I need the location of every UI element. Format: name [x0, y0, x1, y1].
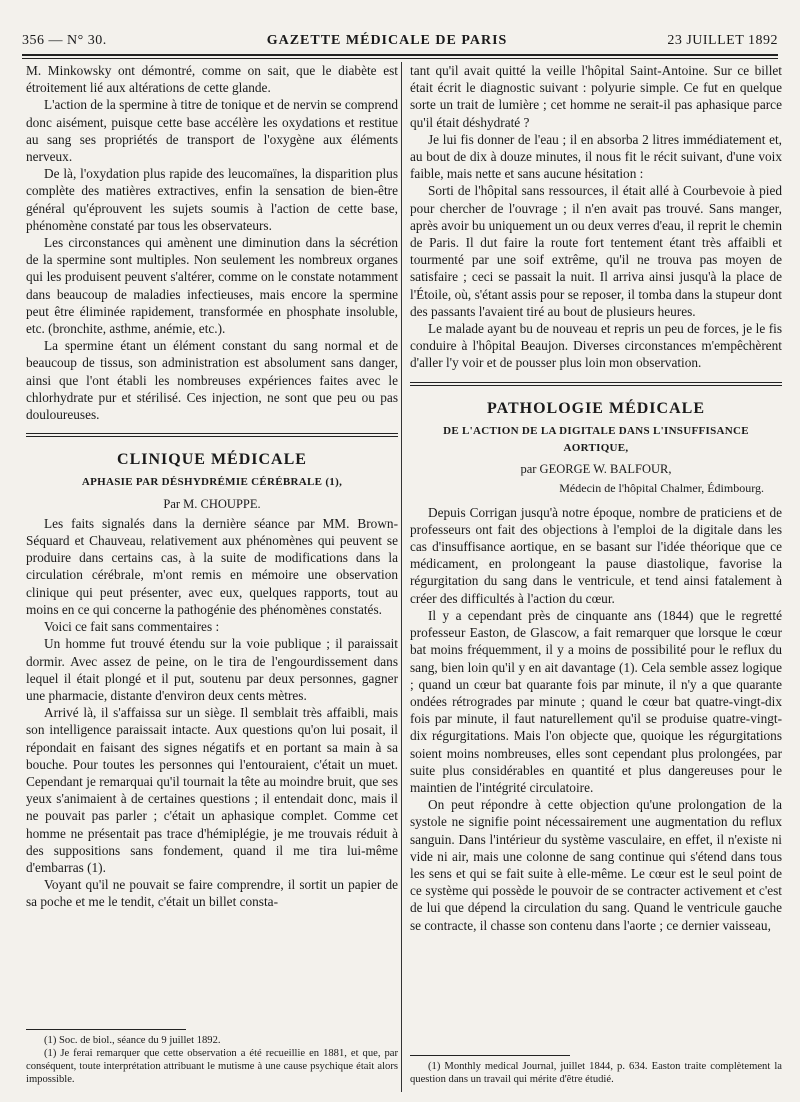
article-title: DE L'ACTION DE LA DIGITALE DANS L'INSUFFISANCE AORTIQUE,	[443, 424, 749, 455]
paragraph: Voyant qu'il ne pouvait se faire comprendre, il sortit un papier de sa poche et me le tendit, c'était un billet consta-	[26, 877, 398, 910]
footnotes	[410, 1047, 782, 1086]
issue-date: 23 JUILLET 1892	[667, 33, 778, 48]
paragraph: Les circonstances qui amènent une diminution dans la sécrétion de la spermine sont multiples. Non seulement les nombreux organes qui les produisent peuvent s'altérer, comme on le constate notamment dans beaucoup de maladies infectieuses, mais encore la spermine peut être éliminée rapidement, transformée en phosphate insoluble, etc. (bronchite, asthme, anémie, etc.).	[26, 235, 398, 337]
paragraph: Le malade ayant bu de nouveau et repris un peu de forces, je le fis conduire à l'hôpital Beaujon. Diverses circonstances m'empêchèrent d'aller l'y voir et de pousser plus loin mon observation.	[410, 321, 782, 371]
footnote: (1) Soc. de biol., séance du 9 juillet 1892.	[44, 1035, 221, 1046]
paragraph: Il y a cependant près de cinquante ans (1844) que le regretté professeur Easton, de Glascow, a fait remarquer que lorsque le cœur bat moins fréquemment, il y a moins de possibilité pour le reflux du sang, bien loin qu'il y en ait davantage (1). Cela semble assez logique ; quand un cœur bat quarante fois par minute, il n'y a que quarante ondées rétrogrades par minute ; quand le cœur bat quatre-vingt-dix fois par minute, il faut naturellement qu'il se produise quatre-vingt-dix régurgitations. Mais l'on objecte que, quoique les régurgitations soient moins nombreuses, elles sont cependant plus prolongées, par suite plus considérables en quantité et plus dangereuses pour le maintien de l'intégrité circulatoire.	[410, 607, 782, 795]
paragraph: Sorti de l'hôpital sans ressources, il était allé à Courbevoie à pied pour chercher de l'ouvrage ; il n'en avait pas trouvé. Sans manger, après avoir bu uniquement un ou deux verres d'eau, il reprit le chemin de Paris. Il dut faire la route fort tentement étant très affaibli et tourmenté par une soif extrême, qu'il ne trouva pas moyen de satisfaire ; ceci se passait la nuit. Il arriva ainsi jusqu'à la place de l'Étoile, où, s'étant assis pour se reposer, il tomba dans la stupeur dont des passants l'avaient tiré au bout de plusieurs heures.	[410, 183, 782, 319]
page-header	[22, 30, 778, 52]
paragraph: Depuis Corrigan jusqu'à notre époque, nombre de praticiens et de professeurs ont fait des objections à l'emploi de la digitale dans les cas d'insuffisance aortique, en se basant sur l'idée théorique que ce médicament, en prolongeant la pause diastolique, favorise la régurgitation du sang dans le ventricule, et tend ainsi fatalement à créer des difficultés à l'action du cœur.	[410, 504, 782, 606]
paragraph: On peut répondre à cette objection qu'une prolongation de la systole ne signifie point nécessairement une augmentation du reflux sanguin. Dans l'intérieur du système vasculaire, en effet, il n'existe ni vide ni air, mais une colonne de sang continue qui s'étend dans tous les sens et qui se fait suite à elle-même. Le cœur est le seul point de ce système qui possède le pouvoir de se contracter activement et c'est de lui que dépend la circulation du sang. Quand le ventricule gauche se contracte, il chasse son contenu dans l'aorte ; ce dernier vaisseau,	[410, 797, 782, 933]
paragraph: Les faits signalés dans la dernière séance par MM. Brown-Séquard et Chauveau, relativement aux phénomènes qui peuvent se produire dans certains cas, à la suite de modifications dans la circulation cérébrale, m'ont remis en mémoire une observation clinique qui peut présenter, avec eux, quelques rapports, tout au moins en ce qui concerne la pathogénie des phénomènes constatés.	[26, 515, 398, 617]
left-column	[26, 62, 398, 1092]
paragraph: tant qu'il avait quitté la veille l'hôpital Saint-Antoine. Sur ce billet était écrit le diagnostic suivant : polyurie simple. Ce fut en quelque sorte un trait de lumière ; cet homme ne serait-il pas aphasique parce qu'il était déshydraté ?	[410, 63, 782, 130]
paragraph: Je lui fis donner de l'eau ; il en absorba 2 litres immédiatement et, au bout de dix à douze minutes, il nous fit le récit suivant, d'une voix faible, mais nette et sans aucune hésitation :	[410, 131, 782, 182]
header-rule	[22, 54, 778, 56]
paragraph: L'action de la spermine à titre de tonique et de nervin se comprend donc aisément, puisque cette base accélère les oxydations et restitue au sang ses propriétés de transport de l'oxygène aux éléments nerveux.	[26, 97, 398, 165]
paragraph: Voici ce fait sans commentaires :	[44, 619, 220, 635]
footnote: (1) Je ferai remarquer que cette observation a été recueillie en 1881, et que, par conséquent, toute interprétation attribuant le mutisme à une cause psychique était alors impossible.	[26, 1048, 398, 1085]
page-number: 356 — N° 30.	[22, 33, 107, 48]
paragraph: M. Minkowsky ont démontré, comme on sait, que le diabète est étroitement lié aux altérations de cette glande.	[26, 63, 398, 96]
section-rule	[26, 433, 398, 434]
footnote: (1) Monthly medical Journal, juillet 1844, p. 634. Easton traite complètement la question dans un travail qui mérite d'être étudié.	[410, 1061, 782, 1085]
article-title: APHASIE PAR DÉSHYDRÉMIE CÉRÉBRALE (1),	[81, 476, 343, 489]
footnote-rule	[26, 1029, 186, 1030]
footnotes	[26, 1021, 398, 1086]
section-title: PATHOLOGIE MÉDICALE	[487, 399, 705, 417]
section-rule	[26, 436, 398, 437]
paragraph: De là, l'oxydation plus rapide des leucomaïnes, la disparition plus complète des matières extractives, enfin la sensation de bien-être général qu'éprouvent les sujets soumis à l'action de cette base, phénomène constaté par tous les observateurs.	[26, 166, 398, 233]
section-rule	[410, 382, 782, 383]
header-rule-thin	[22, 58, 778, 59]
footnote-rule	[410, 1055, 570, 1056]
article-author: par GEORGE W. BALFOUR,	[520, 462, 672, 477]
journal-title: GAZETTE MÉDICALE DE PARIS	[266, 33, 508, 48]
paragraph: Un homme fut trouvé étendu sur la voie publique ; il paraissait dormir. Avec assez de peine, on le tira de l'engourdissement dans lequel il était plongé et il put, soutenu par deux personnes, gagner une pharmacie, distante d'environ deux cents mètres.	[26, 636, 398, 703]
paragraph: La spermine étant un élément constant du sang normal et de beaucoup de tissus, son administration est absolument sans danger, ainsi que l'ont établi les nombreuses expériences faites avec le chlorhydrate pur et stérilisé. Ces injection, ne sont que peu ou pas douloureuses.	[26, 338, 398, 423]
paragraph: Arrivé là, il s'affaissa sur un siège. Il semblait très affaibli, mais son intelligence paraissait intacte. Aux questions qu'on lui posait, il répondait en faisant des signes négatifs et en portant sa main à sa bouche. Pour toutes les personnes qui l'entouraient, c'était un muet. Cependant je remarquai qu'il tournait la tête au moindre bruit, que ses yeux s'animaient à de certaines questions ; il entendait donc, mais il ne pouvait pas parler ; c'était un aphasique complet. Comme cet homme ne présentait pas trace d'hémiplégie, je me trouvais réduit à des suppositions sans fondement, quand il me tira lui-même d'embarras (1).	[26, 705, 398, 875]
author-affiliation: Médecin de l'hôpital Chalmer, Édimbourg.	[559, 481, 764, 496]
section-rule	[410, 385, 782, 386]
article-author: Par M. CHOUPPE.	[163, 496, 261, 511]
column-divider	[401, 62, 402, 1092]
section-title: CLINIQUE MÉDICALE	[117, 451, 307, 469]
right-column	[410, 62, 782, 1092]
